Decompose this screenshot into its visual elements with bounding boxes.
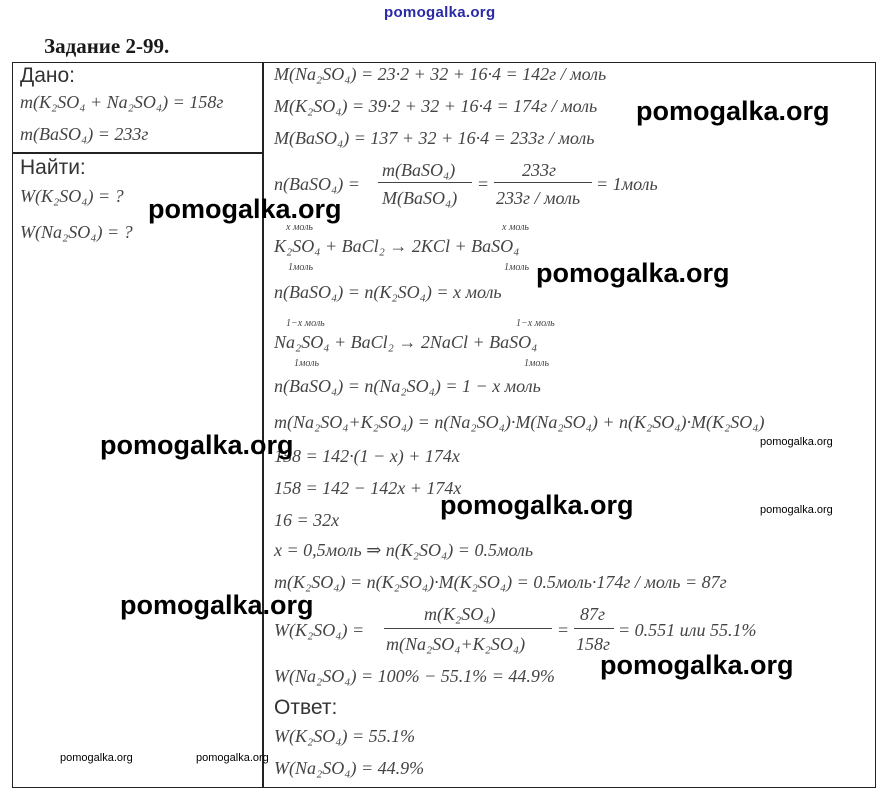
- r2-moles: n(BaSO₄) = n(Na₂SO₄) = 1 − x моль: [274, 376, 541, 396]
- watermark-small: pomogalka.org: [196, 752, 269, 764]
- watermark-small: pomogalka.org: [60, 752, 133, 764]
- r2-bottom-baso4: 1моль: [524, 358, 550, 369]
- answer-w-k2so4: W(K₂SO₄) = 55.1%: [274, 726, 416, 746]
- molar-mass-na2so4: M(Na₂SO₄) = 23·2 + 32 + 16·4 = 142г / моль: [274, 64, 607, 84]
- w-equals: =: [558, 620, 569, 640]
- reaction-1: K₂SO₄ + BaCl₂ → 2KCl + BaSO₄: [274, 236, 520, 256]
- reaction-2: Na₂SO₄ + BaCl₂ → 2NaCl + BaSO₄: [274, 332, 538, 352]
- find-w-na2so4: W(Na₂SO₄) = ?: [20, 222, 133, 242]
- n-frac1-denominator: M(BaSO₄): [382, 188, 458, 208]
- r1-top-baso4: x моль: [502, 222, 529, 233]
- equation-step-1: 158 = 142·(1 − x) + 174x: [274, 446, 460, 466]
- w-frac2-numerator: 87г: [580, 604, 606, 624]
- w-k2so4-left: W(K₂SO₄) =: [274, 620, 365, 640]
- w-frac1-bar: [384, 628, 552, 629]
- molar-mass-baso4: M(BaSO₄) = 137 + 32 + 16·4 = 233г / моль: [274, 128, 595, 148]
- molar-mass-k2so4: M(K₂SO₄) = 39·2 + 32 + 16·4 = 174г / моль: [274, 96, 598, 116]
- n-frac1-bar: [378, 182, 472, 183]
- watermark: pomogalka.org: [636, 96, 830, 126]
- given-mixture-mass: m(K₂SO₄ + Na₂SO₄) = 158г: [20, 92, 224, 112]
- answer-w-na2so4: W(Na₂SO₄) = 44.9%: [274, 758, 425, 778]
- n-frac1-numerator: m(BaSO₄): [382, 160, 456, 180]
- watermark: pomogalka.org: [600, 650, 794, 680]
- site-watermark-top[interactable]: pomogalka.org: [384, 4, 496, 21]
- equation-step-2: 158 = 142 − 142x + 174x: [274, 478, 462, 498]
- watermark: pomogalka.org: [120, 590, 314, 620]
- r1-bottom-k2so4: 1моль: [288, 262, 314, 273]
- task-title: Задание 2-99.: [44, 34, 170, 58]
- given-label: Дано:: [20, 64, 76, 87]
- w-frac1-denominator: m(Na₂SO₄+K₂SO₄): [386, 634, 526, 654]
- w-frac2-bar: [574, 628, 614, 629]
- given-baso4-mass: m(BaSO₄) = 233г: [20, 124, 149, 144]
- r1-moles: n(BaSO₄) = n(K₂SO₄) = x моль: [274, 282, 502, 302]
- watermark: pomogalka.org: [440, 490, 634, 520]
- watermark-small: pomogalka.org: [760, 504, 833, 516]
- n-frac2-bar: [494, 182, 592, 183]
- table-divider-vertical: [262, 62, 264, 788]
- n-result: = 1моль: [596, 174, 658, 194]
- w-na2so4: W(Na₂SO₄) = 100% − 55.1% = 44.9%: [274, 666, 555, 686]
- watermark: pomogalka.org: [536, 258, 730, 288]
- w-frac2-denominator: 158г: [576, 634, 611, 654]
- equation-step-4: x = 0,5моль ⇒ n(K₂SO₄) = 0.5моль: [274, 540, 534, 560]
- watermark: pomogalka.org: [100, 430, 294, 460]
- r2-bottom-na2so4: 1моль: [294, 358, 320, 369]
- n-frac2-numerator: 233г: [522, 160, 557, 180]
- n-baso4-left: n(BaSO₄) =: [274, 174, 360, 194]
- watermark-small: pomogalka.org: [760, 436, 833, 448]
- equation-step-3: 16 = 32x: [274, 510, 340, 530]
- r2-top-na2so4: 1−x моль: [286, 318, 325, 329]
- watermark: pomogalka.org: [148, 194, 342, 224]
- n-frac2-denominator: 233г / моль: [496, 188, 581, 208]
- mass-k2so4: m(K₂SO₄) = n(K₂SO₄)·M(K₂SO₄) = 0.5моль·174г / моль = 87г: [274, 572, 727, 592]
- w-frac1-numerator: m(K₂SO₄): [424, 604, 496, 624]
- r1-bottom-baso4: 1моль: [504, 262, 530, 273]
- r2-top-baso4: 1−x моль: [516, 318, 555, 329]
- n-equals: =: [478, 174, 489, 194]
- find-label: Найти:: [20, 156, 86, 179]
- r1-top-k2so4: x моль: [286, 222, 313, 233]
- find-w-k2so4: W(K₂SO₄) = ?: [20, 186, 124, 206]
- answer-label: Ответ:: [274, 696, 338, 719]
- mass-equation: m(Na₂SO₄+K₂SO₄) = n(Na₂SO₄)·M(Na₂SO₄) + n(K₂SO₄)·M(K₂SO₄): [274, 412, 765, 432]
- table-divider-horizontal: [12, 152, 263, 154]
- w-k2so4-result: = 0.551 или 55.1%: [618, 620, 757, 640]
